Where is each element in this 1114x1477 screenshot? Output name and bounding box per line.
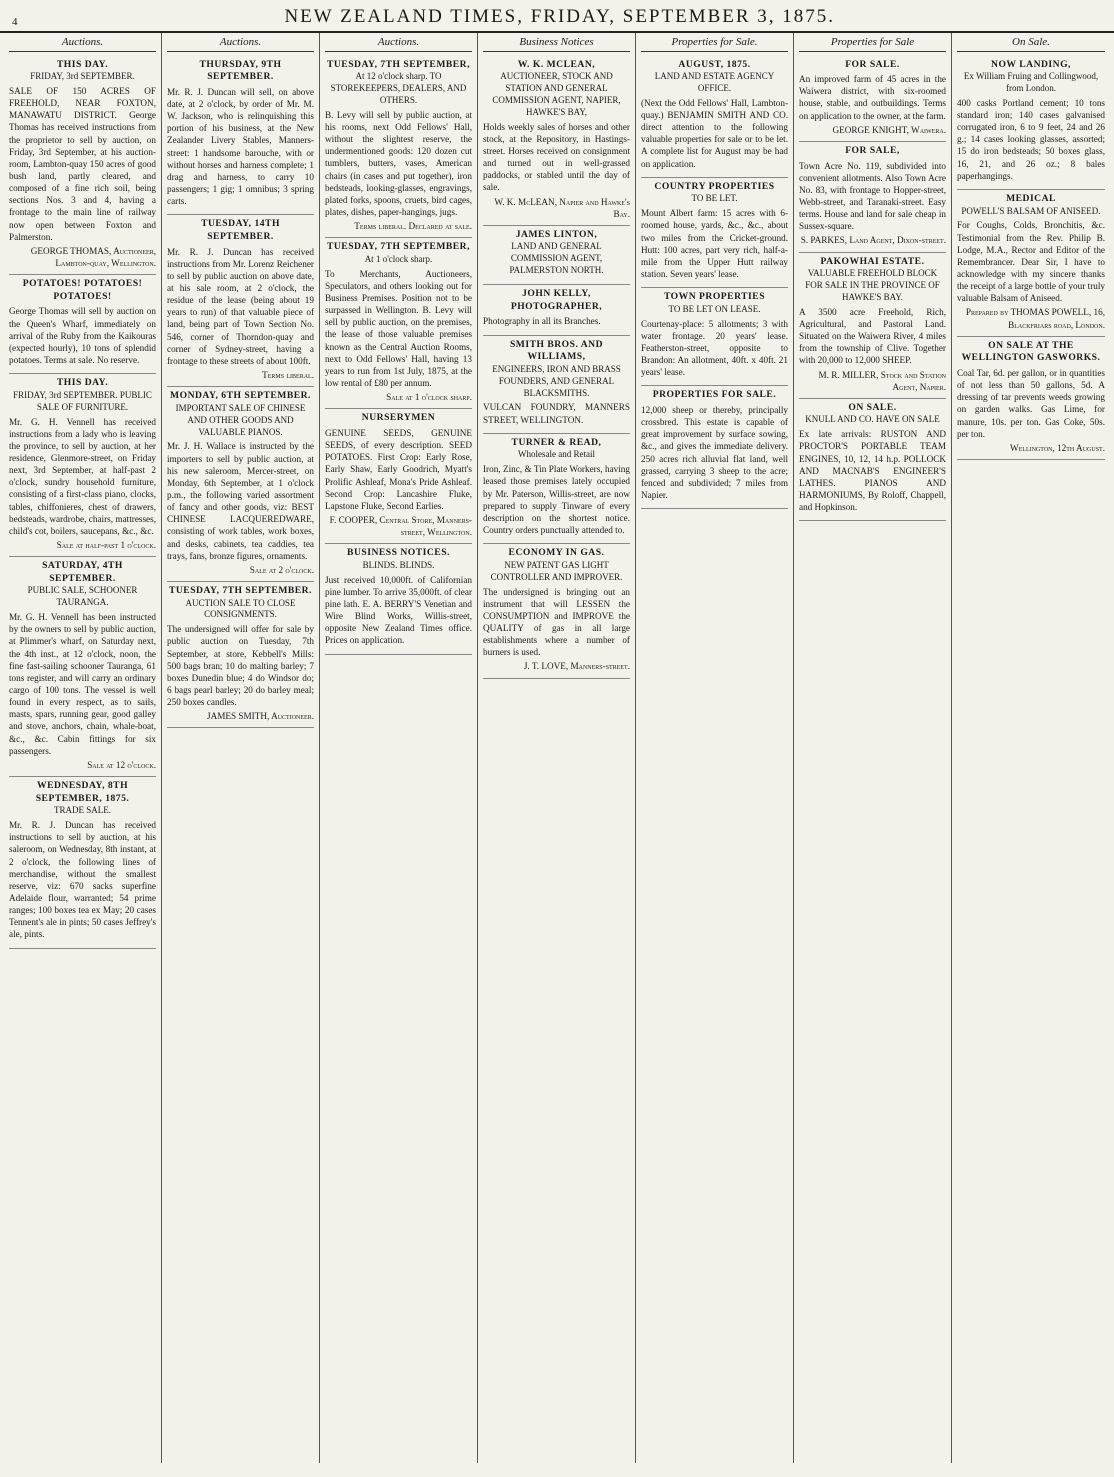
notice-body: To Merchants, Auctioneers, Speculators, and others looking out for Business Premises. Position not to be surpassed in Wellington. B. Levy will sell by public auction, on the premises, the lease of those valuable premises known as the Central Auction Rooms, next to Odd Fellows' Hall, having 13 years to run from 1st July, 1875, at the low rental of £80 per annum. — [325, 268, 472, 388]
notice-heading: ON SALE AT THE WELLINGTON GASWORKS. — [961, 339, 1101, 364]
notice-body: The undersigned is bringing out an instrument that will LESSEN the CONSUMPTION and IMPROVE the QUALITY of gas in all large establishments where a number of burners is used. — [483, 586, 630, 658]
column-header: Properties for Sale — [799, 35, 946, 52]
notice — [641, 288, 788, 386]
notice — [957, 337, 1105, 460]
notice-heading: SMITH BROS. AND WILLIAMS, — [509, 338, 604, 363]
column-header: Auctions. — [167, 35, 314, 52]
notice-body: Mr. G. H. Vennell has been instructed by the owners to sell by public auction, at Plimmer's wharf, on Saturday next, the 4th inst., at 12 o'clock, noon, the fine fast-sailing schooner Tauranga, 61 tons register, and will carry an ordinary cargo of 100 tons. The vessel is well found in every respect, as to sails, masts, spars, running gear, good galley and stove, anchors, chain, whale-boat, &c., &c. Cabin fittings for six passengers. — [9, 612, 156, 756]
notice-subheading: Wholesale and Retail — [518, 449, 595, 460]
notice-signature: Sale at 1 o'clock sharp. — [386, 392, 472, 403]
notice-body: For Coughs, Colds, Bronchitis, &c. Testimonial from the Rev. Philip B. Lodge, M.A., Rector and Editor of the Remembrancer. Dear Sir, I have to acknowledge with my sincere thanks the receipt of a large bottle of your truly valuable Balsam of Aniseed. — [957, 220, 1105, 304]
notice-subheading: Ex William Fruing and Collingwood, from London. — [963, 71, 1099, 94]
notice — [483, 434, 630, 544]
page-number: 4 — [12, 16, 18, 28]
notice-body: Courtenay-place: 5 allotments; 3 with water frontage. 20 years' lease. Featherston-street, opposite to Brandon: An allotment, 40ft. x 40ft. 21 years' lease. — [641, 318, 788, 378]
column-7 — [952, 33, 1110, 1463]
notice-heading: TUESDAY, 7TH SEPTEMBER. — [168, 584, 312, 596]
notice — [799, 56, 946, 142]
columns-container — [0, 33, 1114, 1463]
notice-heading: TUESDAY, 7TH SEPTEMBER, — [326, 241, 470, 253]
notice-body: SALE OF 150 ACRES OF FREEHOLD, NEAR FOXTON, MANAWATU DISTRICT. George Thomas has received instructions from the proprietor to sell by auction, on Friday, 3rd September, at his auction-room, Lambton-quay 150 acres of good bush land, partly cleared, and composed of a fine rich soil, being sections Nos. 3 and 4, having a frontage to the main line of railway now open between Foxton and Palmerston. — [9, 86, 156, 242]
notice — [167, 387, 314, 582]
notice — [167, 56, 314, 216]
notice — [483, 56, 630, 226]
notice-heading: AUGUST, 1875. — [678, 58, 751, 70]
notice-signature: Prepared by THOMAS POWELL, 16, Blackfriars road, London. — [965, 307, 1105, 330]
notice-signature: Sale at half-past 1 o'clock. — [56, 539, 156, 550]
notice-signature: W. K. McLEAN, Napier and Hawke's Bay. — [494, 196, 630, 219]
notice-body: 400 casks Portland cement; 10 tons standard iron; 140 cases galvanised corrugated iron, 6 to 9 feet, 24 and 26 g.; 14 cases looking glasses, assorted; 15 do iron bedsteads; 50 boxes glass, 16, 21, and 26 oz.; 8 bales paperhangings. — [957, 97, 1105, 181]
notice-body: Town Acre No. 119, subdivided into convenient allotments. Also Town Acre No. 83, with frontage to Hopper-street, Webb-street, and Taranaki-street. Easy terms. House and land for sale cheap in Sussex-square. — [799, 160, 946, 232]
column-header: Auctions. — [325, 35, 472, 52]
notice-subheading: At 1 o'clock sharp. — [364, 253, 433, 264]
notice — [799, 142, 946, 253]
notice — [9, 777, 156, 949]
notice-heading: ON SALE. — [848, 401, 897, 413]
notice-heading: THIS DAY. — [56, 58, 109, 70]
notice-signature: Sale at 2 o'clock. — [249, 564, 314, 575]
notice-heading: JAMES LINTON, — [515, 228, 598, 240]
notice — [483, 226, 630, 285]
notice-subheading: AUCTIONEER, STOCK AND STATION AND GENERAL COMMISSION AGENT, NAPIER, HAWKE'S BAY, — [492, 71, 621, 117]
notice-subheading: At 12 o'clock sharp. TO STOREKEEPERS, DEALERS, AND OTHERS. — [330, 71, 467, 105]
notice-signature: Sale at 12 o'clock. — [87, 759, 156, 770]
column-header: Auctions. — [9, 35, 156, 52]
notice-subheading: BLINDS. BLINDS. — [362, 559, 435, 570]
notice-heading: POTATOES! POTATOES! POTATOES! — [22, 278, 143, 302]
notice — [325, 56, 472, 239]
notice — [641, 56, 788, 178]
notice-body: George Thomas will sell by auction on the Queen's Wharf, immediately on arrival of the Ruby from the Kaikouras (expected hourly), 10 tons of splendid potatoes. Terms at sale. No reserve. — [9, 306, 156, 366]
notice-subheading: FRIDAY, 3rd SEPTEMBER. PUBLIC SALE OF FURNITURE. — [13, 389, 152, 412]
notice-heading: FOR SALE, — [845, 144, 900, 156]
notice-body: Coal Tar, 6d. per gallon, or in quantities of not less than 50 gallons, 5d. A dressing of tar prevents weeds growing on garden walks. Gas Lime, for manure, 10s. per ton. Gas Coke, 50s. per ton. — [957, 368, 1105, 439]
column-3 — [320, 33, 478, 1463]
notice-heading: ECONOMY IN GAS. — [508, 547, 605, 559]
notice — [9, 275, 156, 374]
column-1 — [4, 33, 162, 1463]
notice-heading: TOWN PROPERTIES — [663, 291, 766, 303]
notice — [641, 386, 788, 509]
notice-body: A 3500 acre Freehold, Rich, Agricultural, and Pastoral Land. Situated on the Waiwera River, 4 miles from the township of Clive. Together with 20,000 to 12,000 SHEEP. — [799, 306, 946, 366]
notice-signature: Terms liberal. Declared at sale. — [354, 221, 472, 232]
notice-signature: J. T. LOVE, Manners-street. — [523, 661, 630, 672]
notice-signature: F. COOPER, Central Store, Manners-street, Wellington. — [329, 514, 472, 538]
notice-subheading: IMPORTANT SALE OF CHINESE AND OTHER GOODS AND VALUABLE PIANOS. — [175, 402, 306, 437]
notice-body: Photography in all its Branches. — [483, 316, 601, 327]
notice — [483, 285, 630, 335]
notice-body: Iron, Zinc, & Tin Plate Workers, having leased those premises lately occupied by Mr. Paterson, Willis-street, are now prepared to supply Tinware of every description on the shortest notice. Country orders punctually attended to. — [483, 464, 630, 535]
notice-subheading: TRADE SALE. — [54, 805, 111, 816]
notice-subheading: FRIDAY, 3rd SEPTEMBER. — [30, 71, 135, 82]
notice-heading: TURNER & READ, — [511, 436, 602, 448]
notice-heading: MONDAY, 6TH SEPTEMBER. — [170, 390, 311, 402]
notice-signature: GEORGE THOMAS, Auctioneer, Lambton-quay, Wellington. — [30, 245, 156, 269]
notice-signature: JAMES SMITH, Auctioneer. — [207, 711, 314, 722]
notice — [167, 215, 314, 387]
column-header: On Sale. — [957, 35, 1105, 52]
column-4 — [478, 33, 636, 1463]
column-header: Business Notices — [483, 35, 630, 52]
notice-body: Mr. R. J. Duncan will sell, on above date, at 2 o'clock, by order of Mr. M. W. Jackson, who is relinquishing this portion of his business, at the New Zealander Livery Stables, Manners-street: 1 handsome barouche, with or without horses and harness complete; 1 drag and harness, to carry 10 passengers; 1 gig; 1 omnibus; 3 spring carts. — [167, 86, 314, 207]
notice-body: Mr. R. J. Duncan has received instructions from Mr. Lorenz Reichener to sell by public auction on above date, at his sale room, at 2 o'clock, the residue of the lease (being about 19 years to run) of that valuable piece of land, being part of Town Section No. 546, corner of Thorndon-quay and corner of Sydney-street, having a frontage to these streets of about 100ft. — [167, 246, 314, 366]
notice-body: 12,000 sheep or thereby, principally crossbred. This estate is capable of great improvement by surface sowing, &c., and gives the immediate delivery. 250 acres rich alluvial flat land, well grassed, carrying 3 sheep to the acre; fenced and subdivided; 7 miles from Napier. — [641, 405, 788, 501]
notice-body: An improved farm of 45 acres in the Waiwera district, with six-roomed house, stable, and outbuildings. Terms on application to the owner, at the farm. — [799, 74, 946, 121]
column-5 — [636, 33, 794, 1463]
notice-heading: FOR SALE. — [845, 58, 900, 70]
notice-heading: TUESDAY, 14TH SEPTEMBER. — [201, 218, 280, 242]
notice-signature: S. PARKES, Land Agent, Dixon-street. — [800, 235, 946, 246]
newspaper-title: NEW ZEALAND TIMES, FRIDAY, SEPTEMBER 3, 1875. — [284, 6, 836, 27]
notice-body: VULCAN FOUNDRY, MANNERS STREET, WELLINGTON. — [483, 402, 630, 425]
notice-body: Ex late arrivals: RUSTON AND PROCTOR'S PORTABLE TEAM ENGINES, 10, 12, 14 h.p. POLLOCK AND MACNAB'S ENGINEER'S LATHES. PIANOS AND HARMONIUMS, By Roloff, Chappell, and Hopkinson. — [799, 429, 946, 513]
notice — [483, 544, 630, 678]
notice-heading: NOW LANDING, — [991, 58, 1071, 70]
notice-subheading: ENGINEERS, IRON AND BRASS FOUNDERS, AND GENERAL BLACKSMITHS. — [492, 363, 621, 398]
notice — [325, 409, 472, 544]
notice — [9, 557, 156, 777]
notice-body: Mr. J. H. Wallace is instructed by the importers to sell by public auction, at his new saleroom, Mercer-street, on Monday, 6th September, at 1 o'clock p.m., the following varied assortment of fancy and other goods, viz: BEST CHINESE LACQUEREDWARE, consisting of work tables, work boxes, and desks, cabinets, tea caddies, tea trays, fans, bronze figures, ornaments. — [167, 441, 314, 561]
notice — [641, 178, 788, 288]
notice — [799, 253, 946, 399]
notice-heading: WEDNESDAY, 8TH SEPTEMBER, 1875. — [35, 780, 130, 804]
notice-subheading: VALUABLE FREEHOLD BLOCK FOR SALE IN THE PROVINCE OF HAWKE'S BAY. — [805, 268, 940, 302]
notice — [325, 544, 472, 654]
notice-heading: PAKOWHAI ESTATE. — [820, 255, 925, 267]
notice-signature: Wellington, 12th August. — [1009, 442, 1105, 453]
notice-heading: NURSERYMEN — [361, 412, 436, 424]
notice-heading: MEDICAL — [1006, 192, 1056, 204]
notice-body: Mr. G. H. Vennell has received instructions from a lady who is leaving the province, to sell by auction, at her residence, Glenmore-street, on Friday next, 3rd September, at half-past 2 o'clock, sundry household furniture, consisting of a first-class piano, clocks, tables, chiffonieres, chest of drawers, bedsteads, wardrobe, chairs, mattresses, child's cot, boilers, saucepans, &c., &c. — [9, 416, 156, 536]
notice-body: Holds weekly sales of horses and other stock, at the Repository, in Hastings-street. Horses received on consignment and turned out in well-grassed paddocks, or stabled until the day of sale. — [483, 121, 630, 193]
column-header: Properties for Sale. — [641, 35, 788, 52]
notice-heading: PROPERTIES FOR SALE. — [652, 389, 777, 401]
column-6 — [794, 33, 952, 1463]
notice-signature: GEORGE KNIGHT, Waiwera. — [832, 124, 946, 135]
notice-body: Just received 10,000ft. of Californian pine lumber. To arrive 35,000ft. of clear pine lath. E. A. BERRY'S Venetian and Wire Blind Works, Willis-street, opposite New Zealand Times office. Prices on application. — [325, 574, 472, 646]
column-2 — [162, 33, 320, 1463]
notice-body: B. Levy will sell by public auction, at his rooms, next Odd Fellows' Hall, without the slightest reserve, the undermentioned goods: 120 dozen cut tumblers, butters, vases, American chairs (in cases and put together), iron bedsteads, looking-glasses, engravings, plated forks, spoons, cruets, bird cages, plates, dishes, paper-hangings, jugs. — [325, 109, 472, 217]
notice-subheading: POWELL'S BALSAM OF ANISEED. — [961, 205, 1101, 216]
notice-heading: COUNTRY PROPERTIES — [654, 180, 775, 192]
notice — [957, 190, 1105, 337]
notice-heading: THIS DAY. — [56, 377, 109, 389]
notice-heading: THURSDAY, 9TH SEPTEMBER. — [199, 58, 282, 83]
notice — [957, 56, 1105, 190]
notice-signature: Terms liberal. — [262, 369, 314, 380]
notice — [167, 582, 314, 729]
notice-heading: JOHN KELLY, PHOTOGRAPHER, — [510, 288, 603, 312]
notice — [799, 399, 946, 522]
notice-subheading: AUCTION SALE TO CLOSE CONSIGNMENTS. — [185, 597, 296, 620]
notice-subheading: NEW PATENT GAS LIGHT CONTROLLER AND IMPROVER. — [490, 559, 623, 582]
notice-heading: TUESDAY, 7TH SEPTEMBER, — [326, 58, 470, 70]
notice-subheading: LAND AND GENERAL COMMISSION AGENT, PALMERSTON NORTH. — [509, 241, 604, 276]
notice-signature: M. R. MILLER, Stock and Station Agent, Napier. — [818, 369, 946, 392]
notice-body: (Next the Odd Fellows' Hall, Lambton-quay.) BENJAMIN SMITH AND CO. direct attention to the following valuable properties for sale or to be let. A complete list for August may be had on application. — [641, 97, 788, 169]
notice-heading: W. K. MCLEAN, — [517, 58, 596, 70]
notice-body: The undersigned will offer for sale by public auction on Tuesday, 7th September, at store, Kebbell's Mills: 500 bags bran; 10 do malting barley; 7 boxes Dunedin blue; 4 do Windsor do; 6 bags pearl barley; 20 do barley meal; 250 boxes candles. — [167, 624, 314, 708]
notice-heading: SATURDAY, 4TH SEPTEMBER. — [42, 560, 123, 584]
notice-body: Mount Albert farm: 15 acres with 6-roomed house, yards, &c., &c., about two miles from the Cricket-ground. Hutt: 100 acres, part very rich, half-a-mile from the Upper Hutt railway station. Seven years' lease. — [641, 208, 788, 279]
notice — [9, 56, 156, 276]
notice-subheading: LAND AND ESTATE AGENCY OFFICE. — [654, 71, 775, 94]
notice-subheading: TO BE LET ON LEASE. — [668, 303, 761, 314]
notice — [325, 238, 472, 409]
notice-subheading: PUBLIC SALE, SCHOONER TAURANGA. — [27, 585, 138, 608]
notice-heading: BUSINESS NOTICES. — [347, 547, 450, 559]
notice-subheading: TO BE LET. — [691, 193, 738, 204]
notice-body: Mr. R. J. Duncan has received instructions to sell by auction, at his saleroom, on Wednesday, 8th instant, at 2 o'clock, the following lines of merchandise, without the smallest reserve, viz: 670 sacks superfine Adelaide flour, warranted; 54 prime ranges; 100 boxes tea ex May; 20 cases Tennent's ale in pints; 50 cases Jeffrey's ale, pints. — [9, 820, 156, 940]
notice-subheading: KNULL AND CO. HAVE ON SALE — [805, 414, 940, 425]
notice — [9, 374, 156, 557]
masthead — [0, 0, 1114, 33]
notice — [483, 336, 630, 434]
notice-body: GENUINE SEEDS, GENUINE SEEDS, of every description. SEED POTATOES. First Crop: Early Rose, Early Shaw, Early Goodrich, Myatt's Prolific Ashleaf, Mona's Pride Ashleaf. Second Crop: Lancashire Fluke, Lapstone Fluke, Second Earlies. — [325, 427, 472, 511]
